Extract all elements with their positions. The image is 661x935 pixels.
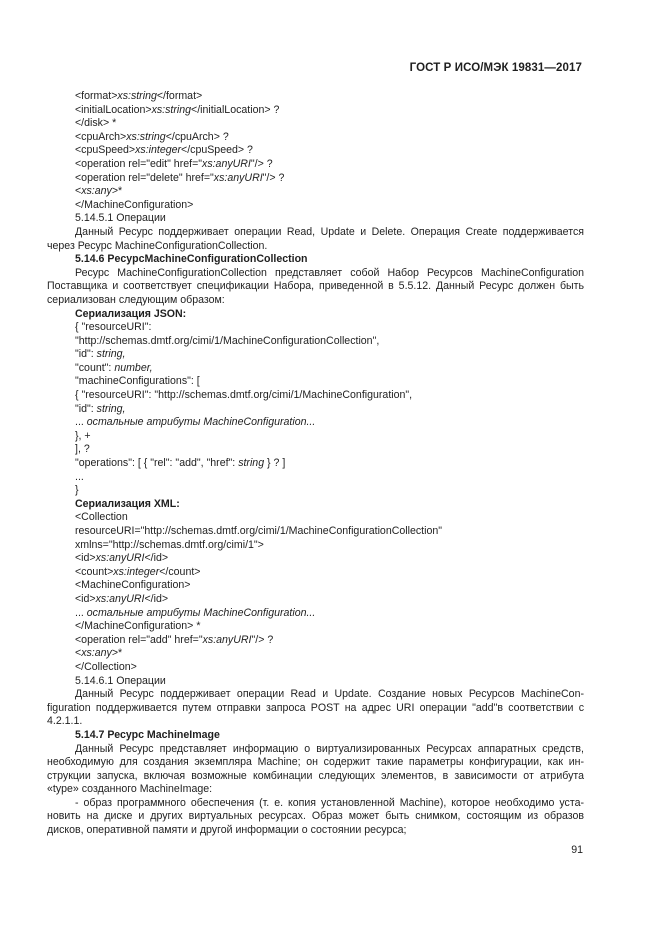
text-line [47,471,584,485]
text-span: <Collection [75,511,128,524]
text-span: </format> [156,90,203,102]
text-span: - образ программного обеспечения (т. е. копия установленной Machine), которое необходимо уста- [75,796,584,809]
text-span: "operations": [ { "rel": "add", "href": [75,457,239,470]
text-span: <initialLocation> [75,103,152,116]
text-line [47,212,584,226]
text-span: <id> [75,552,96,565]
italic-text: xs:anyURI [95,592,145,605]
text-line [47,104,584,118]
text-line [47,226,584,240]
text-line [47,770,584,784]
text-line [47,321,584,335]
italic-text: xs:integer [135,144,182,157]
text-line [47,783,584,797]
text-line [47,240,584,254]
text-line [47,498,584,512]
italic-text: xs:any [81,647,112,660]
text-span: </id> [144,592,169,605]
text-line [47,362,584,376]
text-span: } [75,484,79,497]
text-line [47,308,584,322]
text-span: "/> ? [251,633,274,646]
text-line [47,294,584,308]
text-span: <id> [75,592,96,605]
italic-text: xs:anyURI [95,552,145,565]
text-span: струкции запуска, включая возможные комбинации следующих элементов, в зависимости от атрибута [47,769,584,782]
text-span: </id> [144,552,169,565]
text-line [47,715,584,729]
section-heading-text: 5.14.7 Ресурс MachineImage [75,728,220,741]
text-span: <operation rel="add" href=" [75,633,203,646]
text-span: < [75,185,82,198]
text-line [47,688,584,702]
text-span: "count": [75,361,115,374]
italic-text: xs:anyURI [213,171,263,184]
text-span: "id": [75,348,97,361]
italic-text: number, [114,361,153,374]
text-line [47,430,584,444]
text-span: </initialLocation> ? [191,103,280,116]
text-line [47,457,584,471]
text-span: через Ресурс MachineConfigurationCollection. [47,239,268,252]
text-line [47,525,584,539]
italic-text: xs:anyURI [202,157,251,170]
section-heading-text: 5.14.6 PecypcMachineConfigurationCollection [75,253,308,266]
text-span: </disk> * [75,117,117,130]
text-line [47,117,584,131]
text-span: 5.14.6.1 Операции [75,674,166,687]
text-span: дисков, оперативной памяти и другой информации о состоянии ресурса; [47,824,407,837]
italic-text: xs:integer [113,565,160,578]
text-span: >* [111,647,123,660]
text-line [47,185,584,199]
text-span: resourceURI="http://schemas.dmtf.org/cimi/1/MachineConfigurationCollection" [75,525,442,537]
text-span: 4.2.1.1. [47,715,83,728]
text-span: ... [75,470,84,483]
text-line [47,552,584,566]
standard-header: ГОСТ Р ИСО/МЭК 19831—2017 [409,62,582,74]
text-line [47,797,584,811]
italic-text: остальные атрибуты MachineConfiguration... [86,416,316,429]
text-line [47,824,584,838]
text-line [47,607,584,621]
text-span: Ресурс MachineConfigurationCollection представляет собой Набор Ресурсов MachineConfiguration [75,266,584,279]
text-span: "/> ? [262,171,285,184]
text-span: сериализован следующим образом: [47,293,225,306]
text-line [47,267,584,281]
text-span: ... [75,416,87,429]
italic-text: string [238,457,265,470]
document-body [47,90,584,838]
text-line [47,566,584,580]
text-line [47,729,584,743]
text-span: <count> [75,565,114,578]
text-span: ... [75,606,87,619]
text-line [47,511,584,525]
text-line [47,661,584,675]
text-line [47,172,584,186]
text-span: </cpuSpeed> ? [181,144,253,157]
text-span: >* [111,185,123,198]
text-span: Поставщика и соответствует спецификации Набора, приведенной в 5.5.12. Данный Ресурс должен быть [47,280,584,293]
text-span: { "resourceURI": "http://schemas.dmtf.org/cimi/1/MachineConfiguration", [75,389,413,402]
text-span: <operation rel="edit" href=" [75,157,203,170]
text-span: { "resourceURI": [75,321,152,334]
text-span: ], ? [75,443,90,456]
text-span: <format> [75,90,118,102]
text-line [47,443,584,457]
text-line [47,756,584,770]
italic-text: остальные атрибуты MachineConfiguration... [86,606,316,619]
text-span: 5.14.5.1 Операции [75,212,166,225]
text-line [47,484,584,498]
text-span: Данный Ресурс поддерживает операции Read, Update и Delete. Операция Create поддерживается [75,225,584,238]
text-span: xmlns="http://schemas.dmtf.org/cimi/1"> [75,538,264,551]
page-number: 91 [571,844,583,856]
italic-text: xs:string [151,103,192,116]
text-span: </count> [159,565,201,578]
text-span: Данный Ресурс представляет информацию о виртуализированных Ресурсах аппаратных средств, [75,742,584,755]
text-line [47,280,584,294]
text-line [47,743,584,757]
text-span: }, + [75,429,91,442]
text-line [47,634,584,648]
text-span: </MachineConfiguration> [75,198,194,211]
text-span: <cpuArch> [75,130,127,143]
text-span: < [75,647,82,660]
text-line [47,131,584,145]
italic-text: xs:string [117,90,157,102]
text-line [47,539,584,553]
text-line [47,593,584,607]
text-line [47,647,584,661]
text-line [47,348,584,362]
text-line [47,335,584,349]
italic-text: xs:anyURI [202,633,252,646]
text-line [47,199,584,213]
text-line [47,389,584,403]
text-span: figuration поддерживается путем отправки запроса POST на адрес URI операции "add"в соответствии с [47,701,584,714]
text-span: } ? ] [264,457,286,470]
text-line [47,675,584,689]
italic-text: string, [96,348,126,361]
text-span: «type» созданного MachineImage: [47,783,213,796]
text-line [47,403,584,417]
text-span: <operation rel="delete" href=" [75,171,214,184]
text-span: <MachineConfiguration> [75,579,191,592]
text-span: <cpuSpeed> [75,144,136,157]
text-span: "id": [75,402,97,415]
text-line [47,810,584,824]
text-line [47,90,584,104]
text-span: "machineConfigurations": [ [75,375,200,388]
text-span: </MachineConfiguration> * [75,620,201,633]
text-line [47,144,584,158]
section-heading-text: Сериализация XML: [75,497,180,510]
text-span: "http://schemas.dmtf.org/cimi/1/MachineConfigurationCollection", [75,334,380,347]
text-line [47,416,584,430]
text-line [47,253,584,267]
text-span: новить на диске и других виртуальных ресурсах. Образ может быть снимком, состоящим из образов [47,810,584,823]
section-heading-text: Сериализация JSON: [75,307,187,320]
text-span: </cpuArch> ? [165,130,229,143]
text-span: необходимую для создания экземпляра Machine; он содержит такие параметры конфигурации, как ин- [47,756,584,769]
text-line [47,702,584,716]
text-span: "/> ? [250,157,273,170]
text-line [47,579,584,593]
italic-text: xs:string [126,130,166,143]
text-span: </Collection> [75,660,137,673]
italic-text: xs:any [81,185,112,198]
italic-text: string, [96,402,126,415]
text-line [47,375,584,389]
text-line [47,158,584,172]
text-span: Данный Ресурс поддерживает операции Read и Update. Создание новых Ресурсов MachineCon- [75,688,584,701]
text-line [47,620,584,634]
